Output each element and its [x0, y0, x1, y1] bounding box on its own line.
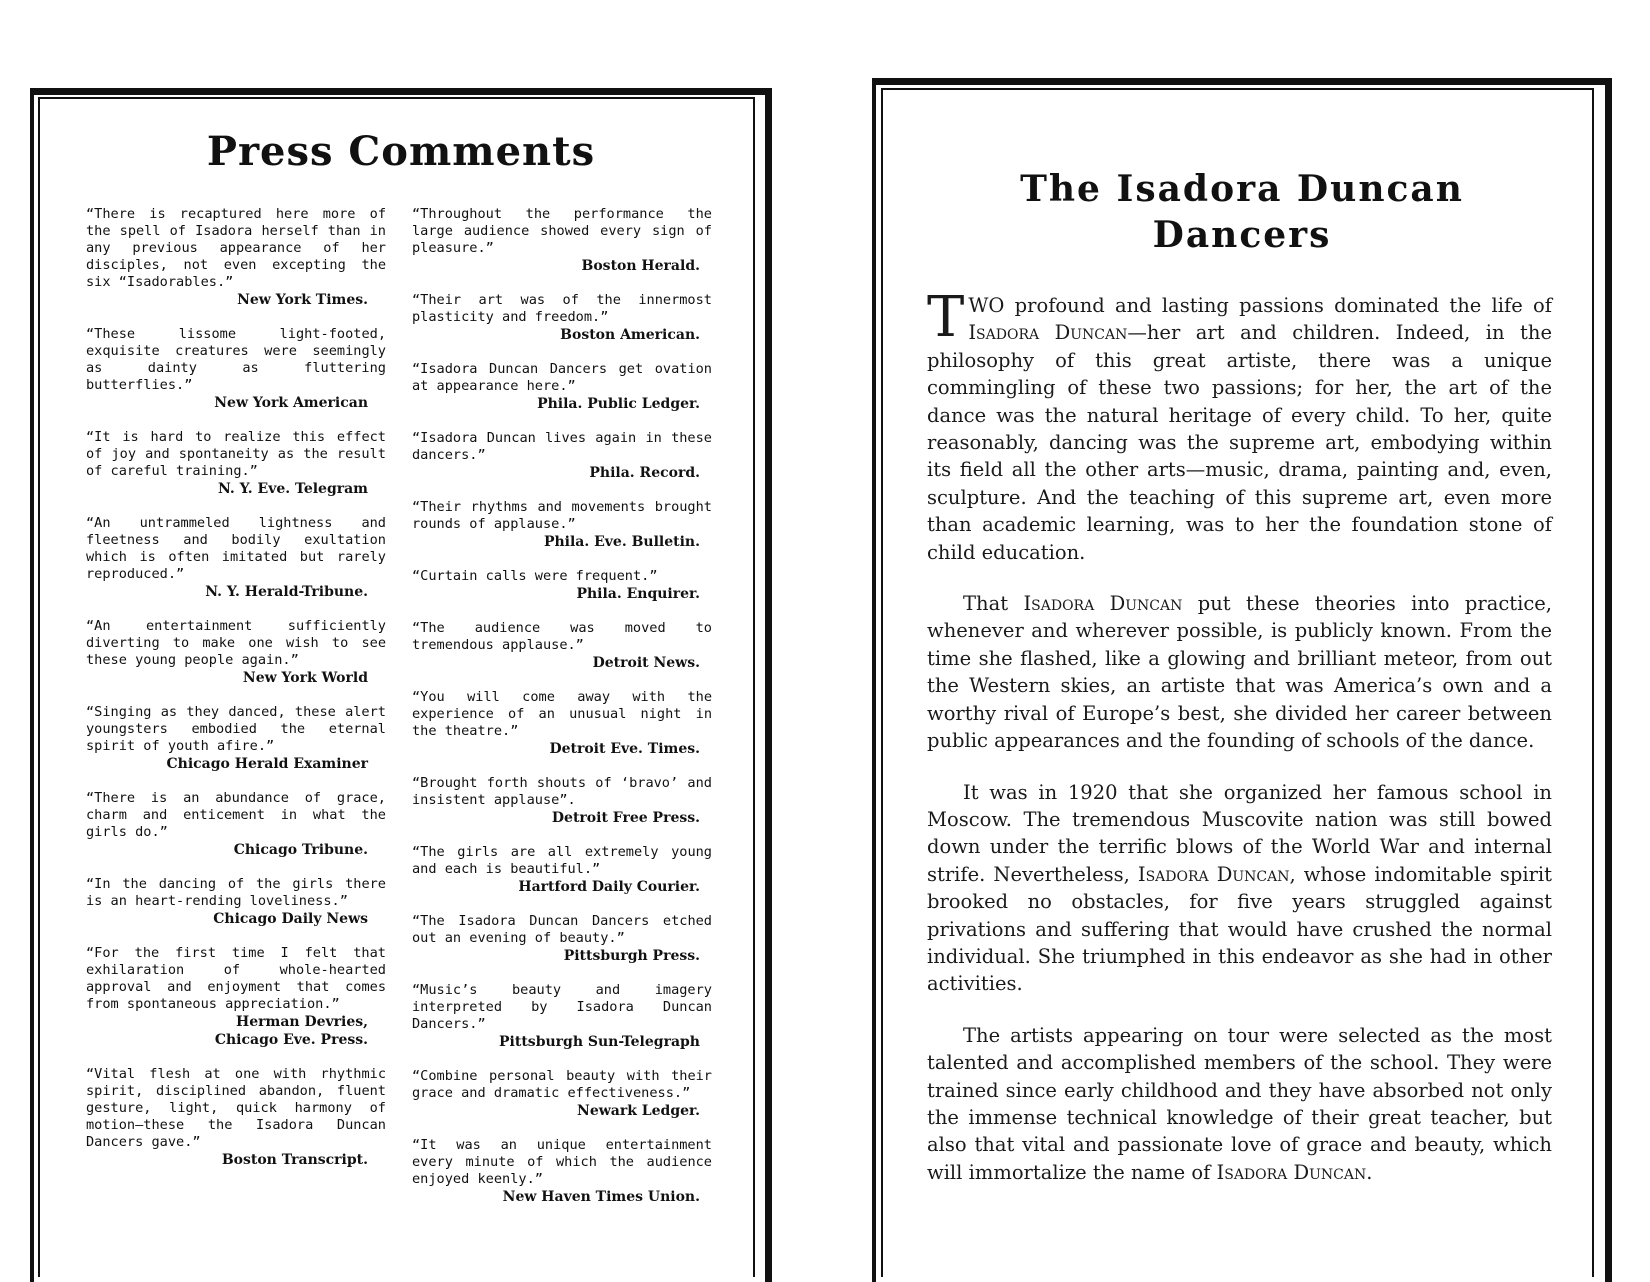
paragraph-4-text-a: The artists appearing on tour were selected as the most talented and accomplished members of the school. They were trained since early childhood and they have absorbed not only the immense technical knowledge of their great teacher, but also that vital and passionate love of grace and beauty, which will immortalize the name of	[927, 1023, 1552, 1184]
press-column-left	[86, 206, 386, 1186]
press-source: Chicago Tribune.	[233, 842, 368, 858]
press-quote: “Music’s beauty and imagery interpreted by Isadora Duncan Dancers.”	[412, 982, 712, 1032]
drop-cap: T	[927, 285, 965, 350]
press-quote: “For the first time I felt that exhilaration of whole-hearted approval and enjoyment that comes from spontaneous appreciation.”	[86, 945, 386, 1012]
paragraph-1-text-a: WO profound and lasting passions dominated the life of	[968, 294, 1552, 317]
press-source-publication: Chicago Eve. Press.	[214, 1032, 368, 1048]
dancers-body	[927, 285, 1552, 1210]
paragraph-2	[927, 590, 1552, 754]
dancers-page	[872, 78, 1612, 1275]
press-comments-page	[30, 88, 772, 1275]
press-source: Chicago Daily News	[213, 911, 368, 927]
press-quote: “Combine personal beauty with their grace and dramatic effectiveness.”	[412, 1068, 712, 1101]
press-quote: “Brought forth shouts of ‘bravo’ and insistent applause”.	[412, 775, 712, 808]
press-quote: “An untrammeled lightness and fleetness and bodily exultation which is often imitated but rarely reproduced.”	[86, 515, 386, 582]
press-quote: “These lissome light-footed, exquisite creatures were seemingly as dainty as fluttering butterflies.”	[86, 326, 386, 393]
press-source: Detroit News.	[592, 655, 700, 671]
press-quote: “An entertainment sufficiently diverting to make one wish to see these young people again.”	[86, 618, 386, 668]
press-source: Phila. Enquirer.	[576, 586, 700, 602]
paragraph-3	[927, 779, 1552, 998]
press-quote: “Singing as they danced, these alert youngsters embodied the eternal spirit of youth afire.”	[86, 704, 386, 754]
press-comments-title: Press Comments	[206, 128, 596, 175]
press-source: Boston Transcript.	[221, 1152, 368, 1168]
press-source: New York Times.	[237, 292, 368, 308]
press-quote: “There is recaptured here more of the spell of Isadora herself than in any previous appearance of her disciples, not even excepting the six “Isadorables.”	[86, 206, 386, 290]
paragraph-1-name: Isadora Duncan	[968, 321, 1128, 345]
press-source: Boston Herald.	[581, 258, 700, 274]
press-quote: “You will come away with the experience of an unusual night in the theatre.”	[412, 689, 712, 739]
press-source: Pittsburgh Sun-Telegraph	[499, 1034, 700, 1050]
press-quote: “Isadora Duncan Dancers get ovation at appearance here.”	[412, 361, 712, 394]
press-source: Detroit Eve. Times.	[549, 741, 700, 757]
press-source: New York American	[214, 395, 368, 411]
dancers-title-line1: The Isadora Duncan	[1020, 168, 1464, 210]
press-quote: “It is hard to realize this effect of joy and spontaneity as the result of careful training.”	[86, 429, 386, 479]
press-source: Phila. Record.	[589, 465, 700, 481]
paragraph-1-text-b: —her art and children. Indeed, in the philosophy of this great artiste, there was a unique commingling of these two passions; for her, the art of the dance was the natural heritage of every child. To her, quite reasonably, dancing was the supreme art, embodying within its field all the other arts—music, drama, painting and, even, sculpture. And the teaching of this supreme art, even more than academic learning, was to her the foundation stone of child education.	[927, 321, 1552, 564]
dancers-title-line2: Dancers	[1152, 214, 1332, 256]
press-quote: “Vital flesh at one with rhythmic spirit, disciplined abandon, fluent gesture, light, quick harmony of motion—these the Isadora Duncan Dancers gave.”	[86, 1066, 386, 1150]
press-quote: “Isadora Duncan lives again in these dancers.”	[412, 430, 712, 463]
press-quote: “Curtain calls were frequent.”	[412, 568, 658, 584]
paragraph-3-text-a: It was in 1920 that she organized her famous school in Moscow. The tremendous Muscovite nation was still bowed down under the terrific blows of the World War and internal strife. Nevertheless,	[927, 780, 1552, 886]
press-source: Pittsburgh Press.	[563, 948, 700, 964]
press-source: Detroit Free Press.	[551, 810, 700, 826]
press-quote: “Their art was of the innermost plasticity and freedom.”	[412, 292, 712, 325]
press-quote: “Throughout the performance the large audience showed every sign of pleasure.”	[412, 206, 712, 256]
paragraph-3-name: Isadora Duncan	[1137, 862, 1290, 886]
paragraph-2-name: Isadora Duncan	[1023, 592, 1183, 616]
press-source: New York World	[242, 670, 368, 686]
press-source: Herman Devries,	[236, 1014, 368, 1030]
press-source: New Haven Times Union.	[502, 1189, 700, 1205]
press-quote: “The girls are all extremely young and each is beautiful.”	[412, 844, 712, 877]
press-source: N. Y. Eve. Telegram	[217, 481, 368, 497]
press-source: Boston American.	[560, 327, 700, 343]
paragraph-2-text-b: put these theories into practice, whenever and wherever possible, is publicly known. From the time she flashed, like a glowing and brilliant meteor, from out the Western skies, an artiste that was America’s own and a worthy rival of Europe’s best, she divided her career between public appearances and the founding of schools of the dance.	[927, 592, 1552, 753]
press-quote: “In the dancing of the girls there is an heart-rending loveliness.”	[86, 876, 386, 909]
press-quote: “There is an abundance of grace, charm and enticement in what the girls do.”	[86, 790, 386, 840]
press-source: Phila. Public Ledger.	[537, 396, 700, 412]
press-source: N. Y. Herald-Tribune.	[205, 584, 368, 600]
paragraph-2-text-a: That	[963, 592, 1024, 616]
paragraph-4-name: Isadora Duncan	[1216, 1160, 1367, 1184]
paragraph-3-text-b: , whose indomitable spirit brooked no obstacles, for five years struggled against privations and suffering that would have crushed the normal individual. She triumphed in this endeavor as she had in other activities.	[927, 862, 1552, 996]
press-source: Hartford Daily Courier.	[518, 879, 700, 895]
press-quote: “It was an unique entertainment every minute of which the audience enjoyed keenly.”	[412, 1137, 712, 1187]
press-quote: “The Isadora Duncan Dancers etched out an evening of beauty.”	[412, 913, 712, 946]
press-source: Newark Ledger.	[577, 1103, 700, 1119]
paragraph-1	[927, 285, 1552, 566]
paragraph-4-text-b: .	[1366, 1160, 1373, 1184]
press-source: Chicago Herald Examiner	[166, 756, 368, 772]
press-column-right	[412, 206, 712, 1223]
press-quote: “Their rhythms and movements brought rounds of applause.”	[412, 499, 712, 532]
press-source: Phila. Eve. Bulletin.	[543, 534, 700, 550]
press-quote: “The audience was moved to tremendous applause.”	[412, 620, 712, 653]
dancers-title	[872, 166, 1612, 258]
paragraph-4	[927, 1022, 1552, 1186]
